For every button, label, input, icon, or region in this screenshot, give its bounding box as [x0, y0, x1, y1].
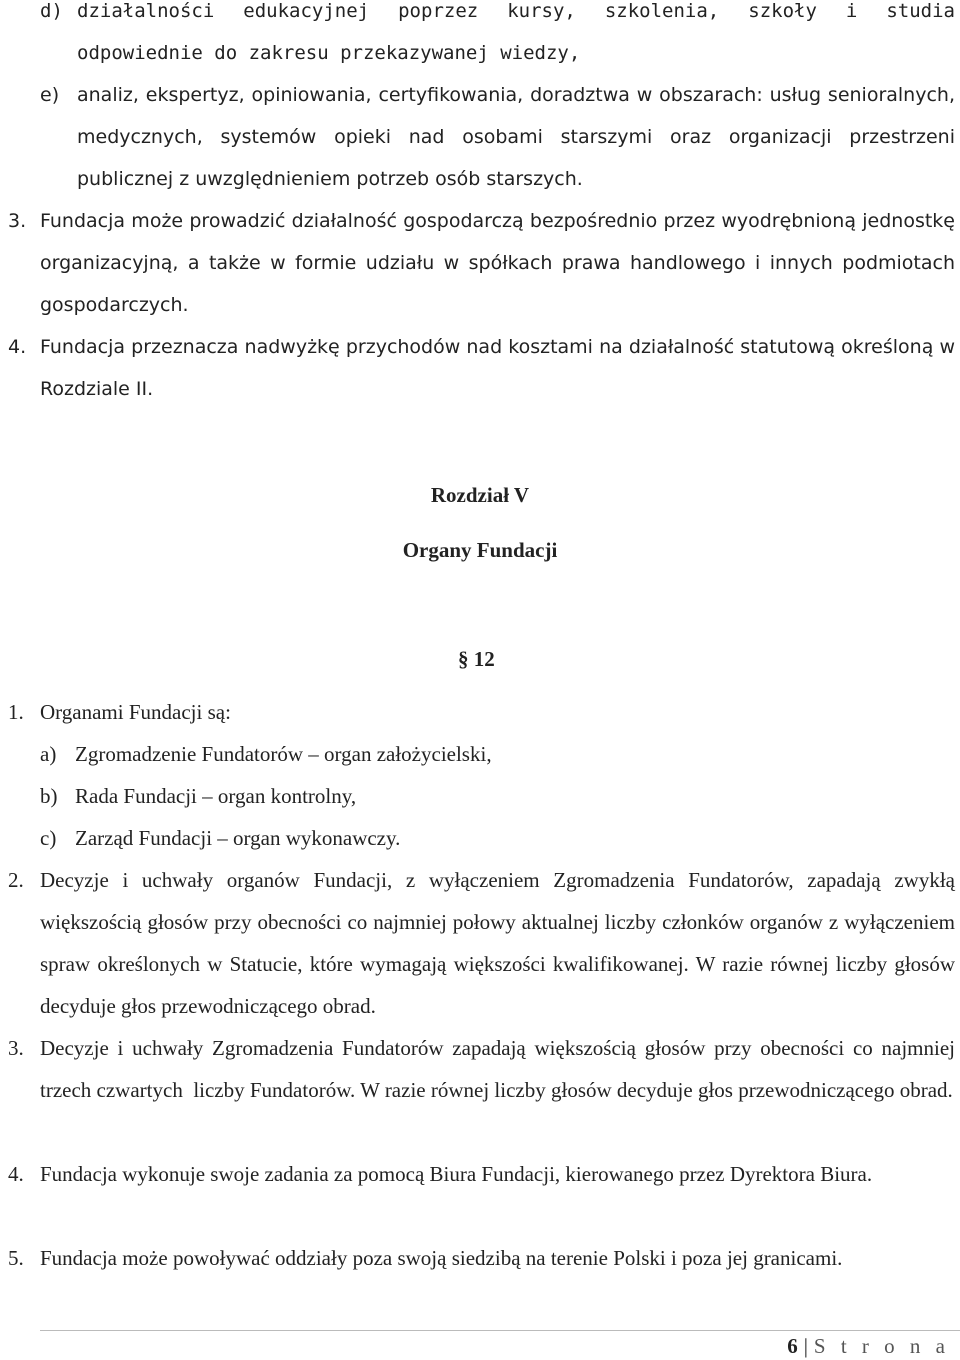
list-item-d [40, 0, 955, 74]
section-paragraph-5 [8, 1237, 955, 1279]
organ-item-b [40, 775, 955, 817]
section-paragraph-2 [8, 859, 955, 1027]
page-number: 6 [787, 1334, 798, 1358]
section-paragraph-3 [8, 1027, 960, 1111]
paragraph-number: 1. [8, 700, 24, 724]
paragraph-text: Fundacja może powoływać oddziały poza swoją siedzibą na terenie Polski i poza jej granicami. [40, 1246, 843, 1270]
organ-item-c [40, 817, 955, 859]
footer-separator: | [803, 1334, 808, 1358]
page-footer [787, 1334, 950, 1359]
page-word: S t r o n a [813, 1334, 950, 1358]
list-item-e [40, 74, 955, 200]
list-text: Zarząd Fundacji – organ wykonawczy. [75, 826, 401, 850]
list-text: Rada Fundacji – organ kontrolny, [75, 784, 357, 808]
section-paragraph-1 [8, 691, 955, 733]
section-heading: § 12 [458, 647, 495, 671]
paragraph-4 [8, 326, 955, 410]
list-text: analiz, ekspertyz, opiniowania, certyfikowania, doradztwa w obszarach: usług senioralnych, medycznych, systemów opieki nad osobami starszymi oraz organizacji przestrzeni publicznej z uwzględnieniem potrzeb osób starszych. [77, 84, 955, 190]
paragraph-number: 4. [8, 336, 27, 358]
paragraph-number: 2. [8, 868, 24, 892]
chapter-subtitle: Organy Fundacji [402, 538, 558, 562]
paragraph-text: Decyzje i uchwały Zgromadzenia Fundatorów zapadają większością głosów przy obecności co najmniej trzech czwartych liczby Fundatorów. W razie równej liczby głosów decyduje głos przewodniczącego obrad. [40, 1036, 960, 1102]
paragraph-text: Fundacja przeznacza nadwyżkę przychodów nad kosztami na działalność statutową określoną w Rozdziale II. [40, 336, 955, 400]
paragraph-number: 3. [8, 1036, 24, 1060]
footer-divider [40, 1330, 960, 1331]
paragraph-text: Organami Fundacji są: [40, 700, 231, 724]
list-marker: c) [40, 826, 57, 850]
section-paragraph-4 [8, 1153, 955, 1195]
chapter-title: Rozdział V [430, 483, 530, 507]
organ-item-a [40, 733, 955, 775]
paragraph-text: Decyzje i uchwały organów Fundacji, z wyłączeniem Zgromadzenia Fundatorów, zapadają zwykłą większością głosów przy obecności co najmniej połowy aktualnej liczby członków organów z wyłączeniem spraw określonych w Statucie, które wymagają większości kwalifikowanej. W razie równej liczby głosów decyduje głos przewodniczącego obrad. [40, 868, 955, 1018]
list-text: Zgromadzenie Fundatorów – organ założycielski, [75, 742, 492, 766]
paragraph-number: 4. [8, 1162, 24, 1186]
paragraph-3 [8, 200, 955, 326]
paragraph-number: 3. [8, 210, 27, 232]
list-marker: b) [40, 784, 58, 808]
paragraph-text: Fundacja wykonuje swoje zadania za pomocą Biura Fundacji, kierowanego przez Dyrektora Biura. [40, 1162, 873, 1186]
list-marker: d) [40, 0, 63, 22]
list-marker: a) [40, 742, 57, 766]
list-text: działalności edukacyjnej poprzez kursy, szkolenia, szkoły i studia odpowiednie do zakresu przekazywanej wiedzy, [77, 0, 955, 64]
paragraph-number: 5. [8, 1246, 24, 1270]
list-marker: e) [40, 84, 60, 106]
paragraph-text: Fundacja może prowadzić działalność gospodarczą bezpośrednio przez wyodrębnioną jednostkę organizacyjną, a także w formie udziału w spółkach prawa handlowego i innych podmiotach gospodarczych. [40, 210, 955, 316]
